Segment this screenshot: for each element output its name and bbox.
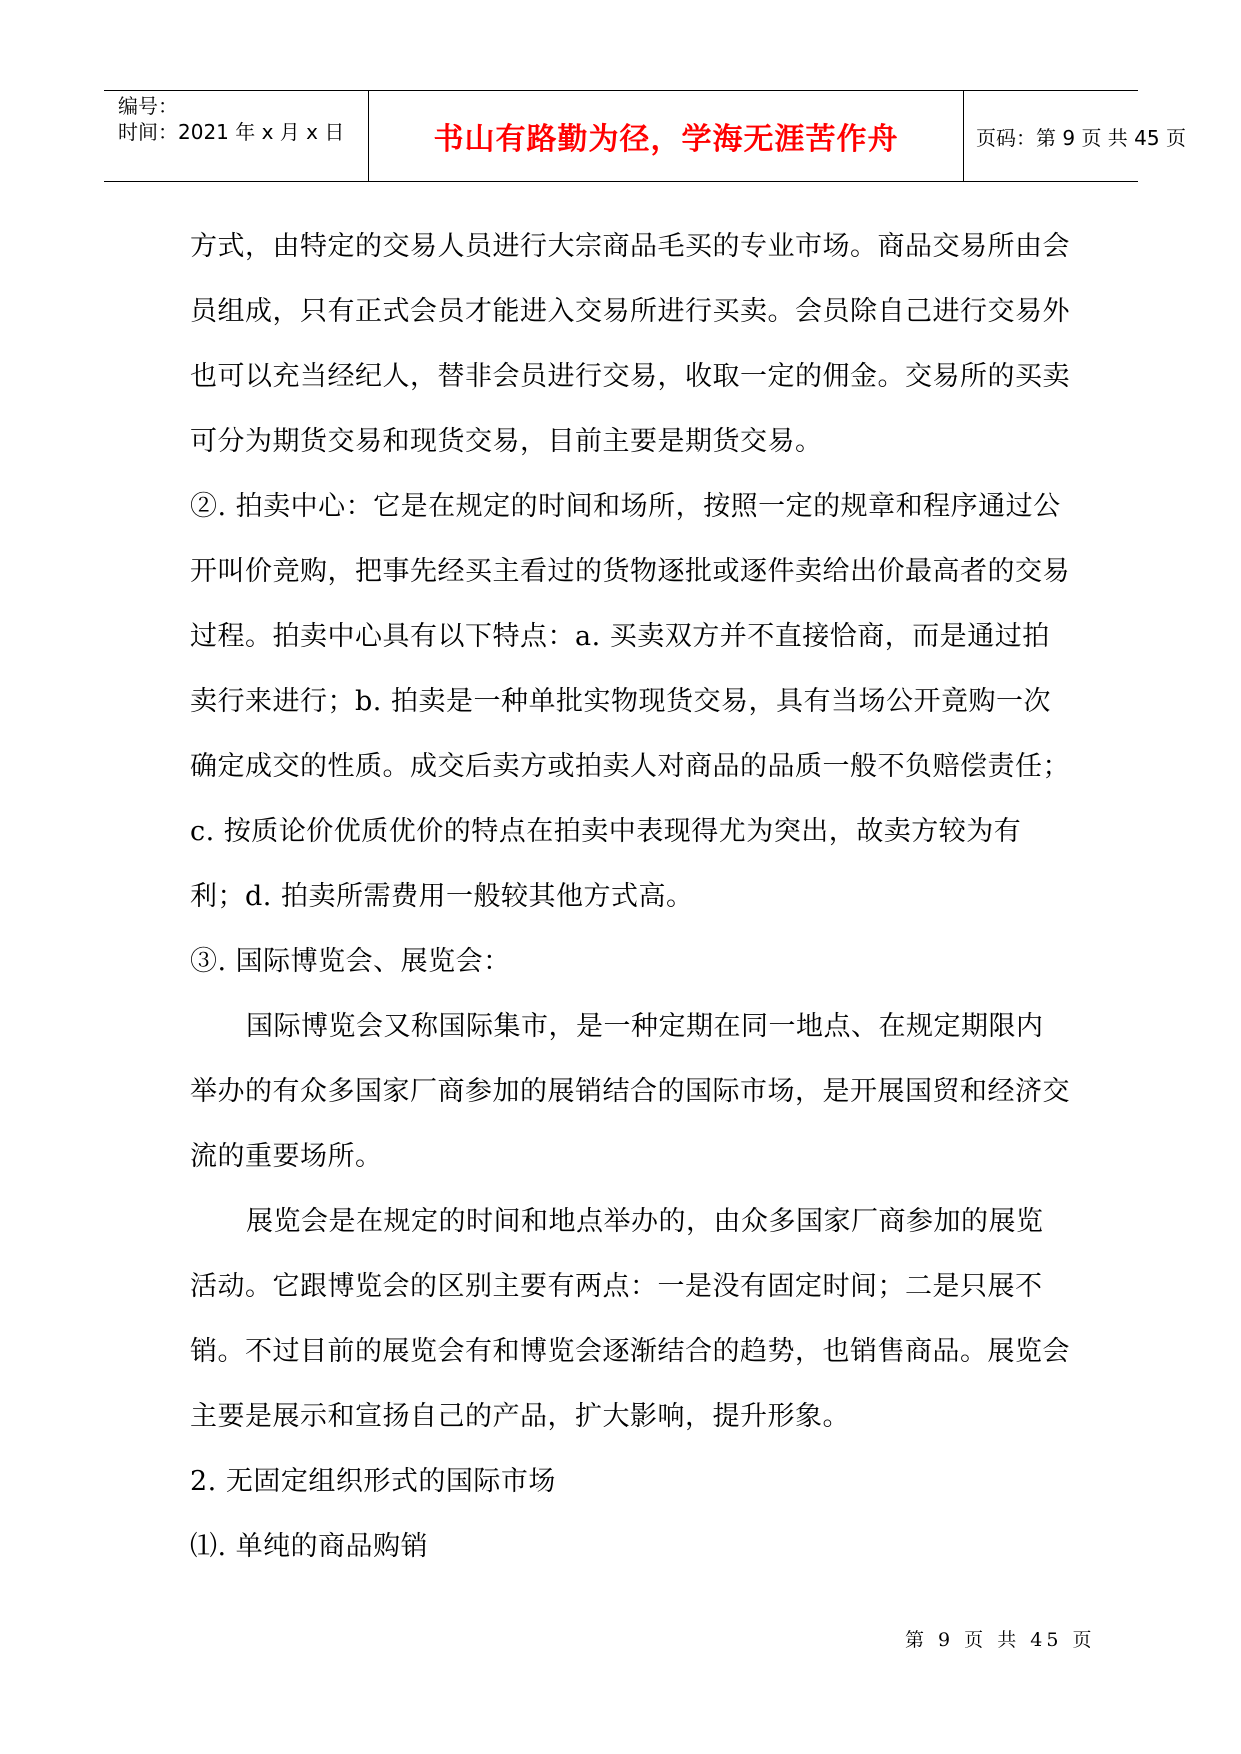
header-page-code-cell [964, 91, 1186, 181]
heading-simple-trade: ⑴. 单纯的商品购销 [190, 1531, 429, 1562]
serial-number-label: 编号： [118, 94, 178, 118]
paragraph-exhibition: 展览会是在规定的时间和地点举办的，由众多国家厂商参加的展览活动。它跟博览会的区别主要有两点：一是没有固定时间；二是只展不销。不过目前的展览会有和博览会逐渐结合的趋势，也销售商品。展览会主要是展示和宣扬自己的产品，扩大影响，提升形象。 [190, 1206, 1070, 1432]
page-footer: 第 9 页 共 45 页 [905, 1629, 1096, 1651]
paragraph-expo: 国际博览会又称国际集市，是一种定期在同一地点、在规定期限内举办的有众多国家厂商参加的展销结合的国际市场，是开展国贸和经济交流的重要场所。 [190, 1011, 1070, 1172]
document-body [190, 214, 1070, 1579]
heading-expo: ③. 国际博览会、展览会： [190, 946, 511, 977]
header-motto: 书山有路勤为径，学海无涯苦作舟 [433, 122, 899, 157]
time-label: 时间：2021 年 x 月 x 日 [118, 120, 345, 144]
header-meta [104, 91, 369, 181]
page-header [104, 90, 1186, 182]
paragraph-auction-center: ②. 拍卖中心：它是在规定的时间和场所，按照一定的规章和程序通过公开叫价竞购，把事先经买主看过的货物逐批或逐件卖给出价最高者的交易过程。拍卖中心具有以下特点：a. 买卖双方并不直接恰商，而是通过拍卖行来进行；b. 拍卖是一种单批实物现货交易，具有当场公开竟购一次确定成交的性质。成交后卖方或拍卖人对商品的品质一般不负赔偿责任；c. 按质论价优质优价的特点在拍卖中表现得尤为突出，故卖方较为有利；d. 拍卖所需费用一般较其他方式高。 [190, 491, 1070, 912]
paragraph-exchange: 方式，由特定的交易人员进行大宗商品毛买的专业市场。商品交易所由会员组成，只有正式会员才能进入交易所进行买卖。会员除自己进行交易外也可以充当经纪人，替非会员进行交易，收取一定的佣金。交易所的买卖可分为期货交易和现货交易，目前主要是期货交易。 [190, 231, 1070, 457]
heading-informal-market: 2. 无固定组织形式的国际市场 [190, 1466, 556, 1497]
header-page-code: 页码：第 9 页 共 45 页 [976, 125, 1186, 150]
header-motto-cell [369, 91, 964, 181]
